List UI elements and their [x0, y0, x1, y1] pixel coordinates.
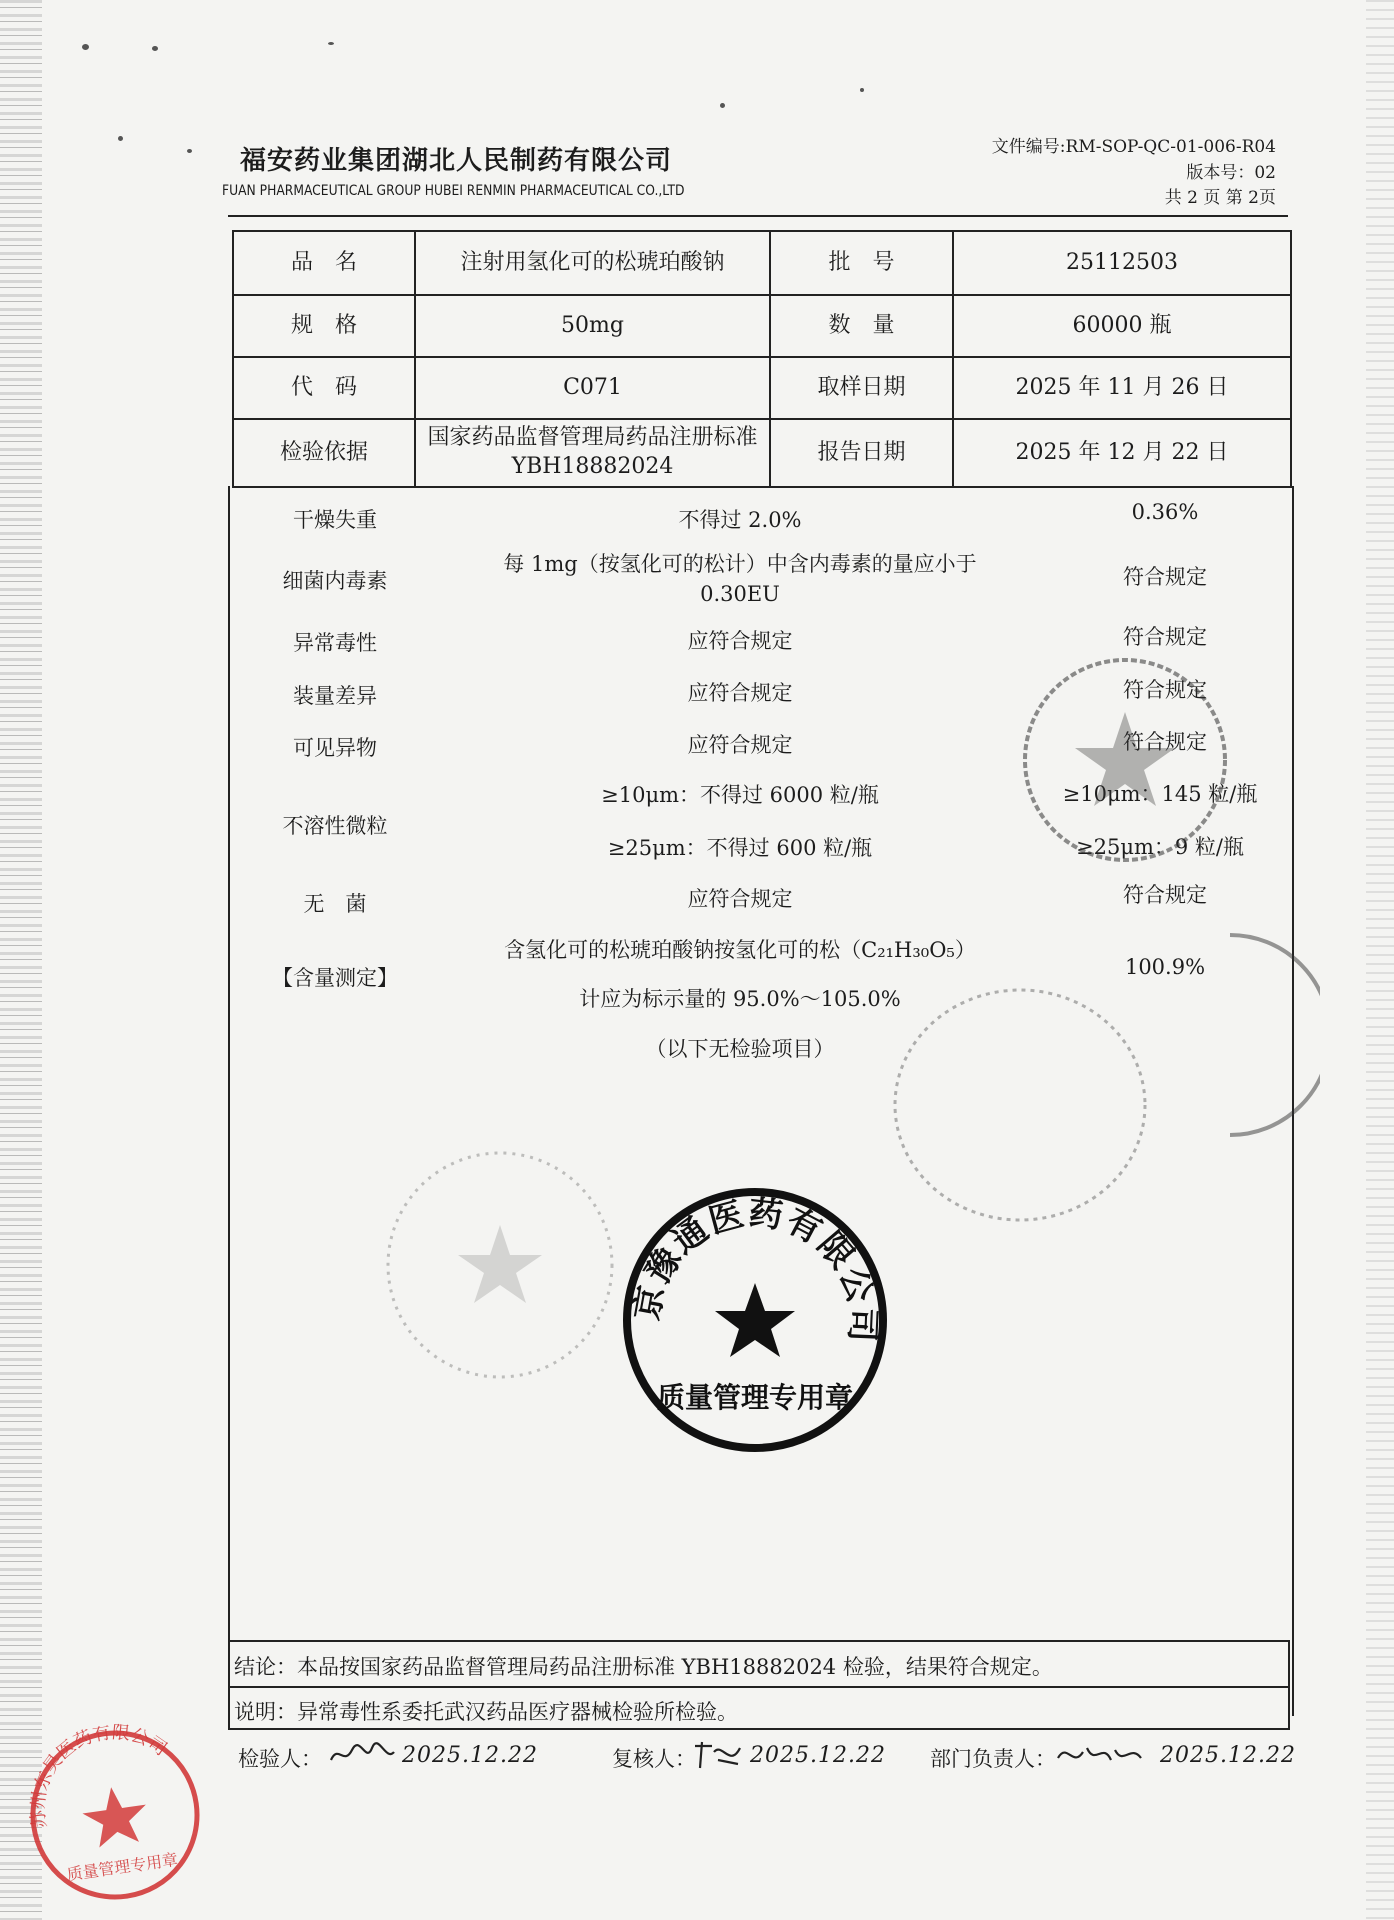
conclusion-text: 结论：本品按国家药品监督管理局药品注册标准 YBH18882024 检验，结果符合规定。 — [234, 1655, 1053, 1679]
test-item: 装量差异 — [293, 684, 377, 708]
center-quality-stamp — [620, 1185, 890, 1455]
faint-stamp-edge — [1210, 925, 1320, 1145]
scan-speck — [328, 42, 334, 45]
bottom-left-quality-stamp — [13, 1713, 216, 1916]
cell-label: 取样日期 — [770, 357, 953, 419]
test-standard: 0.30EU — [700, 582, 780, 606]
test-item: 可见异物 — [293, 736, 377, 760]
cell-value: C071 — [415, 357, 770, 419]
dept-head-signature — [1055, 1738, 1145, 1778]
header-rule — [228, 215, 1288, 217]
company-name-cn: 福安药业集团湖北人民制药有限公司 — [240, 146, 673, 176]
svg-text:质量管理专用章: 质量管理专用章 — [656, 1381, 854, 1414]
test-item: 干燥失重 — [293, 508, 377, 532]
cell-label: 规 格 — [233, 295, 415, 357]
test-standard: ≥10μm：不得过 6000 粒/瓶 — [601, 783, 879, 807]
product-info-table — [232, 230, 1292, 488]
scan-speck — [118, 136, 123, 141]
test-result: ≥10μm：145 粒/瓶 — [1062, 782, 1258, 806]
end-of-tests-note: （以下无检验项目） — [645, 1037, 835, 1061]
test-standard: 应符合规定 — [687, 733, 793, 757]
test-standard: 不得过 2.0% — [678, 508, 802, 532]
cell-value: 注射用氢化可的松琥珀酸钠 — [415, 231, 770, 295]
cell-label: 报告日期 — [770, 419, 953, 487]
cell-value: 60000 瓶 — [953, 295, 1291, 357]
reviewer-label: 复核人： — [612, 1747, 696, 1771]
test-standard: 应符合规定 — [687, 681, 793, 705]
table-row — [233, 231, 1291, 295]
inspector-date: 2025.12.22 — [402, 1743, 538, 1768]
test-standard: 应符合规定 — [687, 887, 793, 911]
cell-label: 品 名 — [233, 231, 415, 295]
scan-speck — [82, 44, 89, 50]
test-standard: 每 1mg（按氢化可的松计）中含内毒素的量应小于 — [503, 552, 977, 576]
table-row — [233, 295, 1291, 357]
scan-speck — [187, 149, 192, 153]
table-row — [233, 419, 1291, 487]
test-result: ≥25μm：9 粒/瓶 — [1076, 835, 1244, 859]
svg-text:质量管理专用章: 质量管理专用章 — [65, 1849, 180, 1885]
faint-stamp-middle — [890, 985, 1150, 1225]
test-result: 符合规定 — [1123, 625, 1207, 649]
conclusion-divider — [230, 1686, 1288, 1688]
faint-stamp-upper-right — [1015, 650, 1235, 870]
test-standard: 应符合规定 — [687, 629, 793, 653]
test-result: 符合规定 — [1123, 565, 1207, 589]
cell-label: 数 量 — [770, 295, 953, 357]
test-item: 无 菌 — [303, 892, 367, 916]
scan-speck — [860, 88, 864, 92]
company-name-en: FUAN PHARMACEUTICAL GROUP HUBEI RENMIN PHARMACEUTICAL CO.,LTD — [222, 183, 685, 199]
cell-value: 25112503 — [953, 231, 1291, 295]
dept-head-date: 2025.12.22 — [1160, 1743, 1296, 1768]
test-result: 0.36% — [1131, 500, 1199, 524]
test-result: 符合规定 — [1123, 678, 1207, 702]
inspector-signature — [328, 1738, 398, 1778]
cell-value: 国家药品监督管理局药品注册标准 YBH18882024 — [415, 419, 770, 487]
test-item: 【含量测定】 — [272, 966, 398, 990]
test-standard: ≥25μm：不得过 600 粒/瓶 — [607, 836, 873, 860]
cell-value: 2025 年 11 月 26 日 — [953, 357, 1291, 419]
faint-stamp-left — [380, 1145, 620, 1385]
cell-label: 代 码 — [233, 357, 415, 419]
svg-text:苏州东昊医药有限公司: 苏州东昊医药有限公司 — [27, 1721, 171, 1830]
test-item: 异常毒性 — [293, 631, 377, 655]
left-scan-edge — [0, 0, 42, 1920]
page-count: 共 2 页 第 2页 — [1164, 188, 1276, 208]
note-text: 说明：异常毒性系委托武汉药品医疗器械检验所检验。 — [234, 1700, 738, 1724]
cell-label: 检验依据 — [233, 419, 415, 487]
test-result: 符合规定 — [1123, 883, 1207, 907]
scan-speck — [152, 46, 158, 51]
test-result: 100.9% — [1124, 955, 1206, 979]
reviewer-date: 2025.12.22 — [750, 1743, 886, 1768]
inspector-label: 检验人： — [238, 1747, 322, 1771]
cell-label: 批 号 — [770, 231, 953, 295]
test-standard: 含氢化可的松琥珀酸钠按氢化可的松（C₂₁H₃₀O₅） — [504, 938, 976, 962]
doc-number: 文件编号:RM-SOP-QC-01-006-R04 — [991, 137, 1276, 157]
test-result: 符合规定 — [1123, 730, 1207, 754]
dept-head-label: 部门负责人： — [930, 1747, 1056, 1771]
version-number: 版本号：02 — [1186, 163, 1276, 183]
reviewer-signature — [692, 1738, 744, 1778]
right-scan-edge — [1366, 0, 1394, 1920]
cell-value: 50mg — [415, 295, 770, 357]
test-item: 不溶性微粒 — [282, 814, 388, 838]
scan-speck — [720, 103, 725, 108]
test-standard: 计应为标示量的 95.0%～105.0% — [579, 987, 901, 1011]
test-item: 细菌内毒素 — [282, 569, 388, 593]
svg-text:京豫通医药有限公司: 京豫通医药有限公司 — [626, 1192, 883, 1345]
table-row — [233, 357, 1291, 419]
cell-value: 2025 年 12 月 22 日 — [953, 419, 1291, 487]
